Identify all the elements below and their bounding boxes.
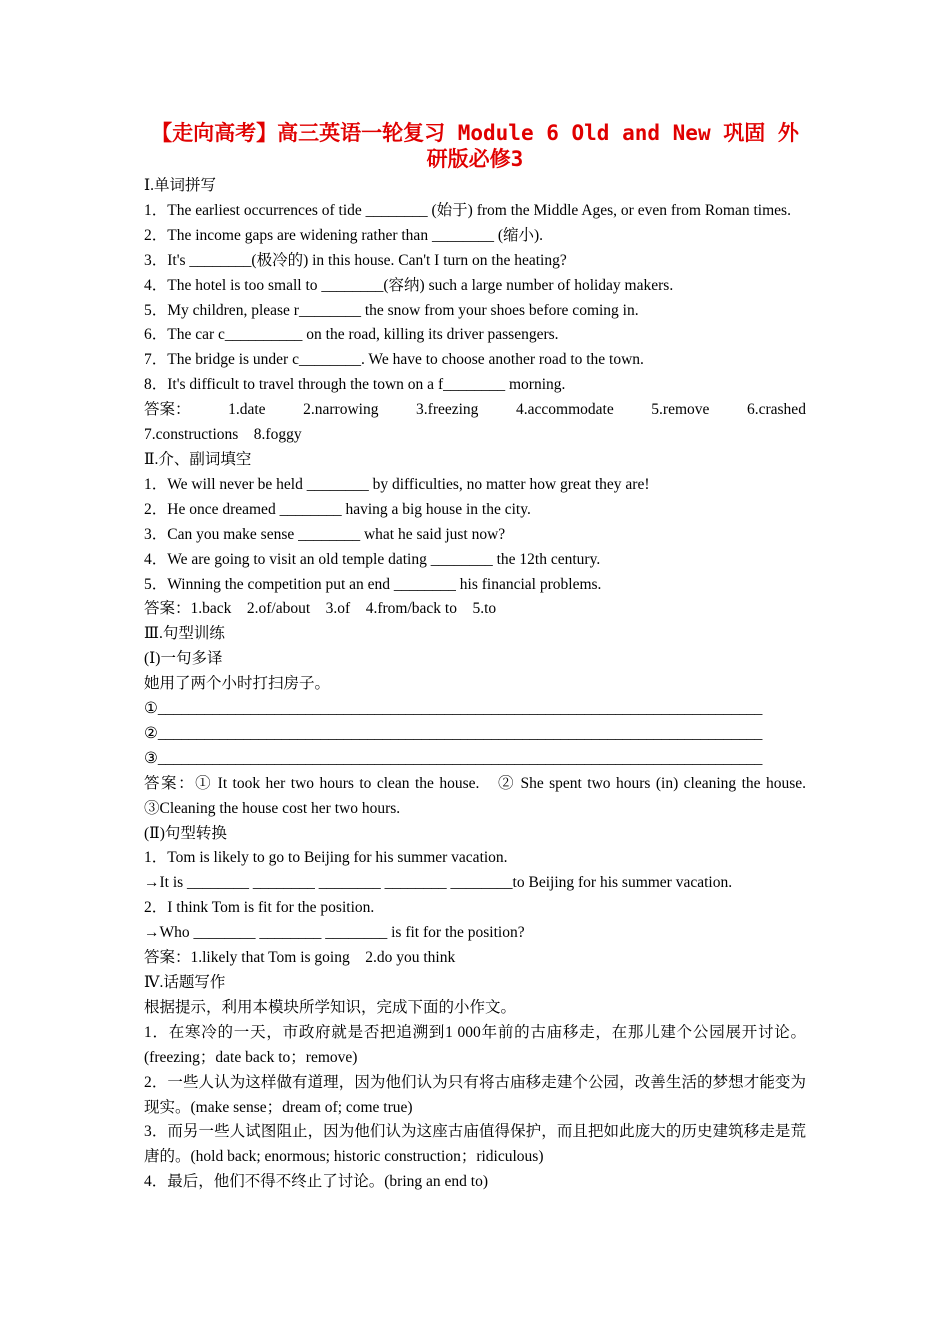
answer-blank: ②______________________________________________________________________________	[144, 724, 763, 742]
answer-value: 1.date	[228, 401, 266, 419]
page-title: 【走向高考】高三英语一轮复习 Module 6 Old and New 巩固 外研版必修3	[151, 121, 799, 171]
answer-value: 3.freezing	[416, 401, 479, 419]
exercise-item: 3．Can you make sense ________ what he said just now?	[144, 525, 506, 543]
answer-line	[144, 398, 806, 423]
answer-value: 4.accommodate	[516, 401, 614, 419]
answer-value: 5.remove	[651, 401, 710, 419]
exercise-item: 2．He once dreamed ________ having a big house in the city.	[144, 500, 531, 518]
section-heading: Ⅰ.单词拼写	[144, 177, 216, 194]
exercise-item: 1．The earliest occurrences of tide ________ (始于) from the Middle Ages, or even from Roman times.	[144, 201, 791, 219]
answer-line: 7.constructions 8.foggy	[144, 426, 302, 444]
writing-item: 4．最后，他们不得不终止了讨论。(bring an end to)	[144, 1173, 488, 1191]
subsection-heading: (Ⅰ)一句多译	[144, 650, 223, 668]
exercise-item: 6．The car c__________ on the road, killing its driver passengers.	[144, 326, 559, 344]
section-heading: Ⅳ.话题写作	[144, 974, 226, 991]
exercise-item: →Who ________ ________ ________ is fit for the position?	[144, 924, 525, 942]
exercise-item: 8．It's difficult to travel through the town on a f________ morning.	[144, 376, 566, 394]
exercise-item: 5．Winning the competition put an end ________ his financial problems.	[144, 575, 602, 593]
exercise-item: 4．The hotel is too small to ________(容纳) such a large number of holiday makers.	[144, 276, 674, 294]
exercise-item: 5．My children, please r________ the snow from your shoes before coming in.	[144, 301, 639, 319]
exercise-item: 2．The income gaps are widening rather than ________ (缩小).	[144, 226, 544, 244]
exercise-item: 7．The bridge is under c________. We have to choose another road to the town.	[144, 351, 644, 369]
section-heading: Ⅲ.句型训练	[144, 625, 225, 643]
answer-line: 答案：1.likely that Tom is going 2.do you think	[144, 949, 456, 967]
translation-prompt: 她用了两个小时打扫房子。	[144, 675, 331, 693]
section-heading: Ⅱ.介、副词填空	[144, 450, 252, 468]
exercise-item: 1．Tom is likely to go to Beijing for his summer vacation.	[144, 849, 508, 867]
exercise-item: 1．We will never be held ________ by difficulties, no matter how great they are!	[144, 475, 650, 493]
writing-item: 2．一些人认为这样做有道理，因为他们认为只有将古庙移走建个公园，改善生活的梦想才能变为现实。(make sense；dream of; come true)	[144, 1073, 806, 1116]
answer-value: 2.narrowing	[303, 401, 379, 419]
answer-blank: ③______________________________________________________________________________	[144, 749, 763, 767]
answer-line: 答案：1.back 2.of/about 3.of 4.from/back to 5.to	[144, 600, 497, 618]
answer-label: 答案：	[144, 401, 191, 419]
answer-line: 答案：① It took her two hours to clean the house. ② She spent two hours (in) cleaning the house. ③Cleaning the house cost her two hours.	[144, 774, 822, 817]
document-body	[144, 174, 822, 1195]
writing-item: 1．在寒冷的一天，市政府就是否把追溯到1 000年前的古庙移走，在那儿建个公园展开讨论。(freezing；date back to；remove)	[144, 1023, 806, 1066]
subsection-heading: (Ⅱ)句型转换	[144, 824, 227, 842]
exercise-item: →It is ________ ________ ________ ________ ________to Beijing for his summer vacation.	[144, 874, 733, 892]
exercise-item: 4．We are going to visit an old temple dating ________ the 12th century.	[144, 550, 601, 568]
answer-value: 6.crashed	[746, 401, 806, 419]
writing-item: 3．而另一些人试图阻止，因为他们认为这座古庙值得保护，而且把如此庞大的历史建筑移走是荒唐的。(hold back; enormous; historic construction；ridiculous)	[144, 1123, 806, 1166]
exercise-item: 3．It's ________(极冷的) in this house. Can't I turn on the heating?	[144, 251, 567, 269]
exercise-item: 2．I think Tom is fit for the position.	[144, 899, 375, 917]
writing-intro: 根据提示，利用本模块所学知识，完成下面的小作文。	[144, 998, 517, 1016]
answer-blank: ①______________________________________________________________________________	[144, 700, 763, 718]
